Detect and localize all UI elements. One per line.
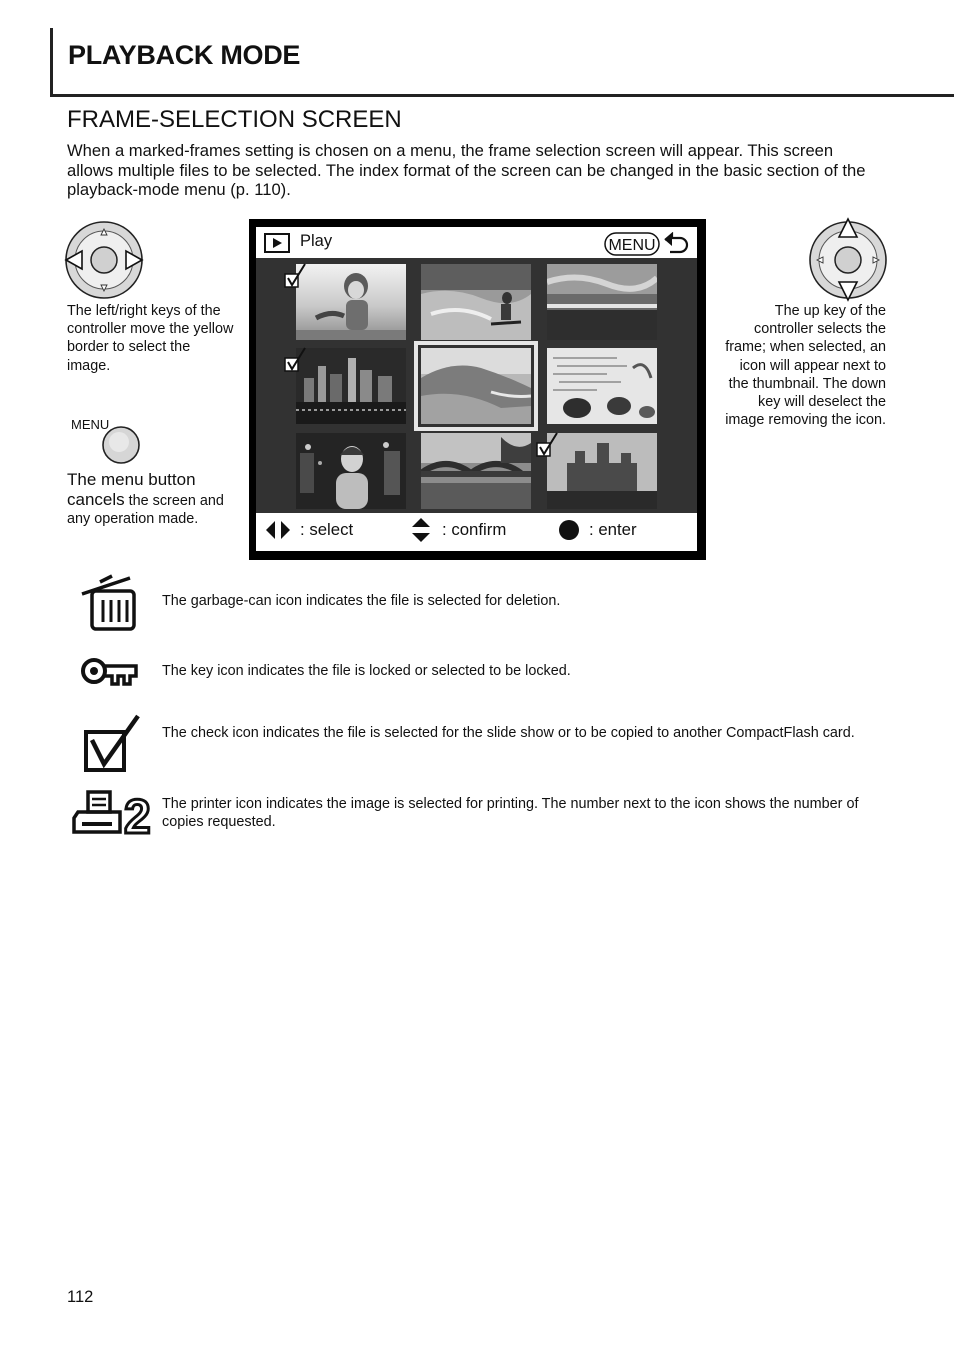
legend-key-text: The key icon indicates the file is locked or selected to be locked. [162,663,571,679]
center-button-icon [558,519,580,541]
menu-caption-rest: the screen and any operation made. [67,493,224,528]
controller-up-down-icon [806,216,890,302]
left-right-arrows-icon [264,519,292,541]
up-down-arrows-icon [410,516,432,544]
thumbnail-city-night-skyline[interactable] [296,348,406,424]
garbage-can-icon [80,574,138,632]
thumbnail-girl-at-beach[interactable] [296,264,406,340]
hint-select: : select [300,520,354,539]
thumbnail-water-skier[interactable] [421,264,531,340]
left-right-keys-caption: The left/right keys of the controller move the yellow border to select the image. [67,303,234,374]
page-title: PLAYBACK MODE [68,40,301,70]
thumbnail-bridge-river[interactable] [421,433,531,509]
thumbnail-woman-city-lights[interactable] [296,433,406,509]
key-icon [80,654,140,690]
thumbnail-castle-dusk[interactable] [547,433,657,509]
thumbnail-check-icon [283,262,309,290]
thumbnail-handwritten-letter-flowers[interactable] [547,348,657,424]
printer-copies-number: 2 [124,791,151,838]
hint-enter: : enter [589,520,637,539]
header-rule-horizontal [50,94,954,97]
menu-button-label: MENU [71,417,110,432]
hint-confirm: : confirm [442,520,507,539]
menu-badge-text: MENU [608,237,656,254]
menu-button-caption [67,470,237,529]
header-rule-vertical [50,28,53,97]
legend-check-text: The check icon indicates the file is selected for the slide show or to be copied to another CompactFlash card. [162,725,855,741]
menu-caption-lead: The menu button cancels [67,470,196,510]
legend-printer-text: The printer icon indicates the image is selected for printing. The number next to the icon shows the number of copies requested. [162,796,859,831]
legend-garbage-text: The garbage-can icon indicates the file is selected for deletion. [162,593,561,609]
return-arrow-icon [662,232,690,256]
section-title: FRAME-SELECTION SCREEN [67,106,402,133]
thumbnail-coastal-cliff[interactable] [421,348,531,424]
up-down-keys-caption: The up key of the controller selects the frame; when selected, an icon will appear next to the thumbnail. The down key will deselect the image removing the icon. [725,303,886,429]
page-number: 112 [67,1288,94,1306]
play-label: Play [300,232,333,250]
menu-badge-icon [604,232,660,256]
intro-paragraph: When a marked-frames setting is chosen on a menu, the frame selection screen will appear. This screen allows multiple files to be selected. The index format of the screen can be changed in the basic section of the playback-mode menu (p. 110). [67,141,866,199]
controller-left-right-icon [62,220,148,300]
check-icon [82,712,142,774]
play-mode-icon [264,233,290,253]
thumbnail-sunset-sea[interactable] [547,264,657,340]
printer-icon [72,788,152,838]
thumbnail-check-icon [535,431,561,459]
thumbnail-check-icon [283,346,309,374]
menu-button-icon [100,424,142,466]
